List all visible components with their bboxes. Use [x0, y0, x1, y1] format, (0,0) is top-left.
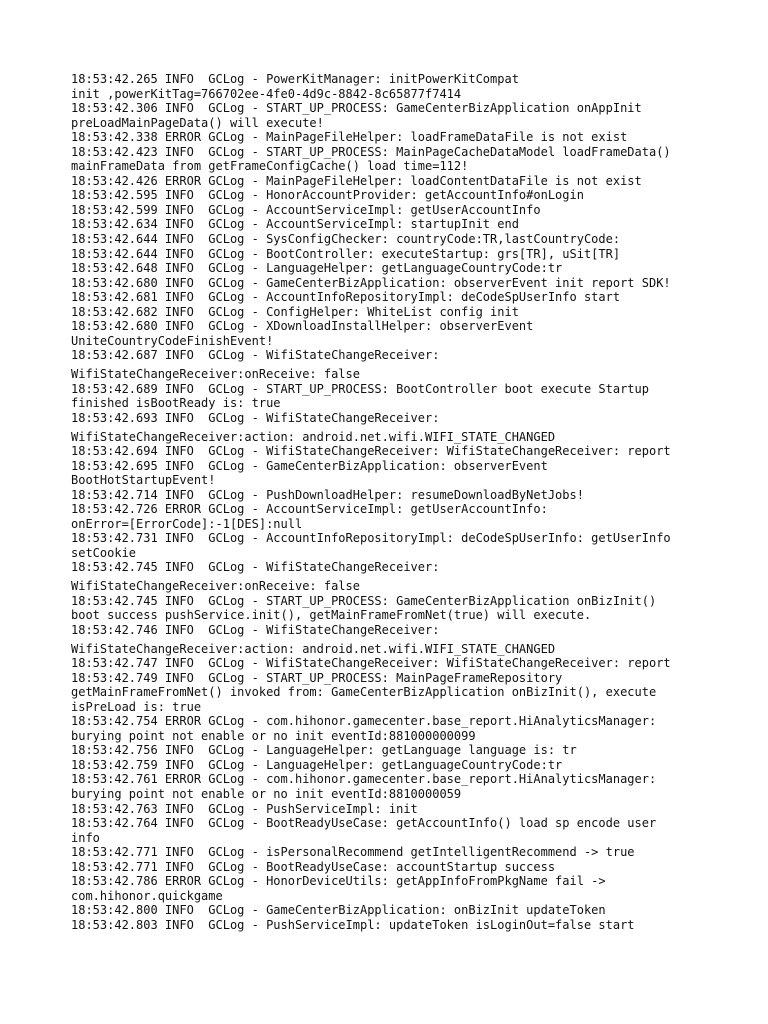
log-line: com.hihonor.quickgame — [71, 888, 223, 903]
log-line: 18:53:42.680 INFO GCLog - XDownloadInstallHelper: observerEvent — [71, 319, 534, 334]
log-line: 18:53:42.761 ERROR GCLog - com.hihonor.gamecenter.base_report.HiAnalyticsManager: — [71, 772, 657, 787]
log-line: 18:53:42.648 INFO GCLog - LanguageHelper: getLanguageCountryCode:tr — [71, 261, 563, 276]
log-line: 18:53:42.786 ERROR GCLog - HonorDeviceUtils: getAppInfoFromPkgName fail -> — [71, 874, 606, 889]
log-line: 18:53:42.644 INFO GCLog - SysConfigChecker: countryCode:TR,lastCountryCode: — [71, 232, 621, 247]
log-line: 18:53:42.754 ERROR GCLog - com.hihonor.gamecenter.base_report.HiAnalyticsManager: — [71, 714, 657, 729]
log-line: 18:53:42.745 INFO GCLog - WifiStateChangeReceiver: — [71, 560, 440, 575]
log-line: 18:53:42.749 INFO GCLog - START_UP_PROCESS: MainPageFrameRepository — [71, 670, 563, 685]
log-line: 18:53:42.680 INFO GCLog - GameCenterBizApplication: observerEvent init report SDK! — [71, 275, 671, 290]
log-line: 18:53:42.759 INFO GCLog - LanguageHelper: getLanguageCountryCode:tr — [71, 757, 563, 772]
log-line: WifiStateChangeReceiver:onReceive: false — [71, 579, 360, 594]
log-line: burying point not enable or no init eventId:881000000099 — [71, 728, 476, 743]
log-line: 18:53:42.687 INFO GCLog - WifiStateChangeReceiver: — [71, 348, 440, 363]
log-line: 18:53:42.689 INFO GCLog - START_UP_PROCESS: BootController boot execute Startup — [71, 381, 649, 396]
log-line: 18:53:42.747 INFO GCLog - WifiStateChangeReceiver: WifiStateChangeReceiver: report — [71, 656, 671, 671]
log-line: BootHotStartupEvent! — [71, 473, 216, 488]
log-line: init ,powerKitTag=766702ee-4fe0-4d9c-8842-8c65877f7414 — [71, 86, 462, 101]
log-line: getMainFrameFromNet() invoked from: GameCenterBizApplication onBizInit(), execute — [71, 685, 657, 700]
log-line: 18:53:42.265 INFO GCLog - PowerKitManager: initPowerKitCompat — [71, 72, 519, 86]
log-line: WifiStateChangeReceiver:action: android.net.wifi.WIFI_STATE_CHANGED — [71, 641, 556, 656]
log-line: 18:53:42.714 INFO GCLog - PushDownloadHelper: resumeDownloadByNetJobs! — [71, 487, 584, 502]
log-line: 18:53:42.800 INFO GCLog - GameCenterBizApplication: onBizInit updateToken — [71, 903, 606, 918]
log-line: 18:53:42.599 INFO GCLog - AccountServiceImpl: getUserAccountInfo — [71, 202, 541, 217]
log-line: 18:53:42.771 INFO GCLog - isPersonalRecommend getIntelligentRecommend -> true — [71, 845, 635, 860]
log-line: UniteCountryCodeFinishEvent! — [71, 333, 274, 348]
log-line: 18:53:42.746 INFO GCLog - WifiStateChangeReceiver: — [71, 622, 440, 637]
log-line: 18:53:42.731 INFO GCLog - AccountInfoRepositoryImpl: deCodeSpUserInfo: getUserInfo — [71, 531, 671, 546]
log-line: 18:53:42.423 INFO GCLog - START_UP_PROCESS: MainPageCacheDataModel loadFrameData() — [71, 144, 671, 159]
log-line: onError=[ErrorCode]:-1[DES]:null — [71, 516, 303, 531]
log-line: 18:53:42.763 INFO GCLog - PushServiceImpl: init — [71, 801, 418, 816]
log-line: 18:53:42.771 INFO GCLog - BootReadyUseCase: accountStartup success — [71, 859, 556, 874]
log-line: 18:53:42.726 ERROR GCLog - AccountServiceImpl: getUserAccountInfo: — [71, 502, 548, 517]
log-line: mainFrameData from getFrameConfigCache() load time=112! — [71, 159, 469, 174]
log-line: 18:53:42.756 INFO GCLog - LanguageHelper: getLanguage language is: tr — [71, 743, 577, 758]
log-line: 18:53:42.595 INFO GCLog - HonorAccountProvider: getAccountInfo#onLogin — [71, 188, 584, 203]
log-line: info — [71, 830, 100, 845]
log-line: boot success pushService.init(), getMainFrameFromNet(true) will execute. — [71, 608, 592, 623]
log-line: 18:53:42.338 ERROR GCLog - MainPageFileHelper: loadFrameDataFile is not exist — [71, 130, 628, 145]
log-line: 18:53:42.634 INFO GCLog - AccountServiceImpl: startupInit end — [71, 217, 519, 232]
log-line: 18:53:42.764 INFO GCLog - BootReadyUseCase: getAccountInfo() load sp encode user — [71, 816, 657, 831]
log-line: WifiStateChangeReceiver:onReceive: false — [71, 367, 360, 382]
log-line: preLoadMainPageData() will execute! — [71, 115, 324, 130]
log-line: 18:53:42.306 INFO GCLog - START_UP_PROCESS: GameCenterBizApplication onAppInit — [71, 101, 642, 116]
log-line: isPreLoad is: true — [71, 699, 202, 714]
log-line: 18:53:42.803 INFO GCLog - PushServiceImpl: updateToken isLoginOut=false start — [71, 917, 635, 932]
log-line: burying point not enable or no init eventId:8810000059 — [71, 787, 462, 801]
log-document — [71, 72, 731, 932]
log-line: 18:53:42.426 ERROR GCLog - MainPageFileHelper: loadContentDataFile is not exist — [71, 173, 642, 188]
log-line: 18:53:42.682 INFO GCLog - ConfigHelper: WhiteList config init — [71, 304, 519, 319]
log-line: 18:53:42.693 INFO GCLog - WifiStateChangeReceiver: — [71, 410, 440, 425]
log-line: setCookie — [71, 545, 137, 560]
log-line: WifiStateChangeReceiver:action: android.net.wifi.WIFI_STATE_CHANGED — [71, 429, 556, 444]
log-line: 18:53:42.694 INFO GCLog - WifiStateChangeReceiver: WifiStateChangeReceiver: report — [71, 444, 671, 459]
log-line: 18:53:42.695 INFO GCLog - GameCenterBizApplication: observerEvent — [71, 458, 548, 473]
log-line: 18:53:42.745 INFO GCLog - START_UP_PROCESS: GameCenterBizApplication onBizInit() — [71, 593, 657, 608]
log-line: 18:53:42.644 INFO GCLog - BootController: executeStartup: grs[TR], uSit[TR] — [71, 246, 621, 261]
log-line: finished isBootReady is: true — [71, 396, 281, 411]
log-line: 18:53:42.681 INFO GCLog - AccountInfoRepositoryImpl: deCodeSpUserInfo start — [71, 290, 621, 305]
